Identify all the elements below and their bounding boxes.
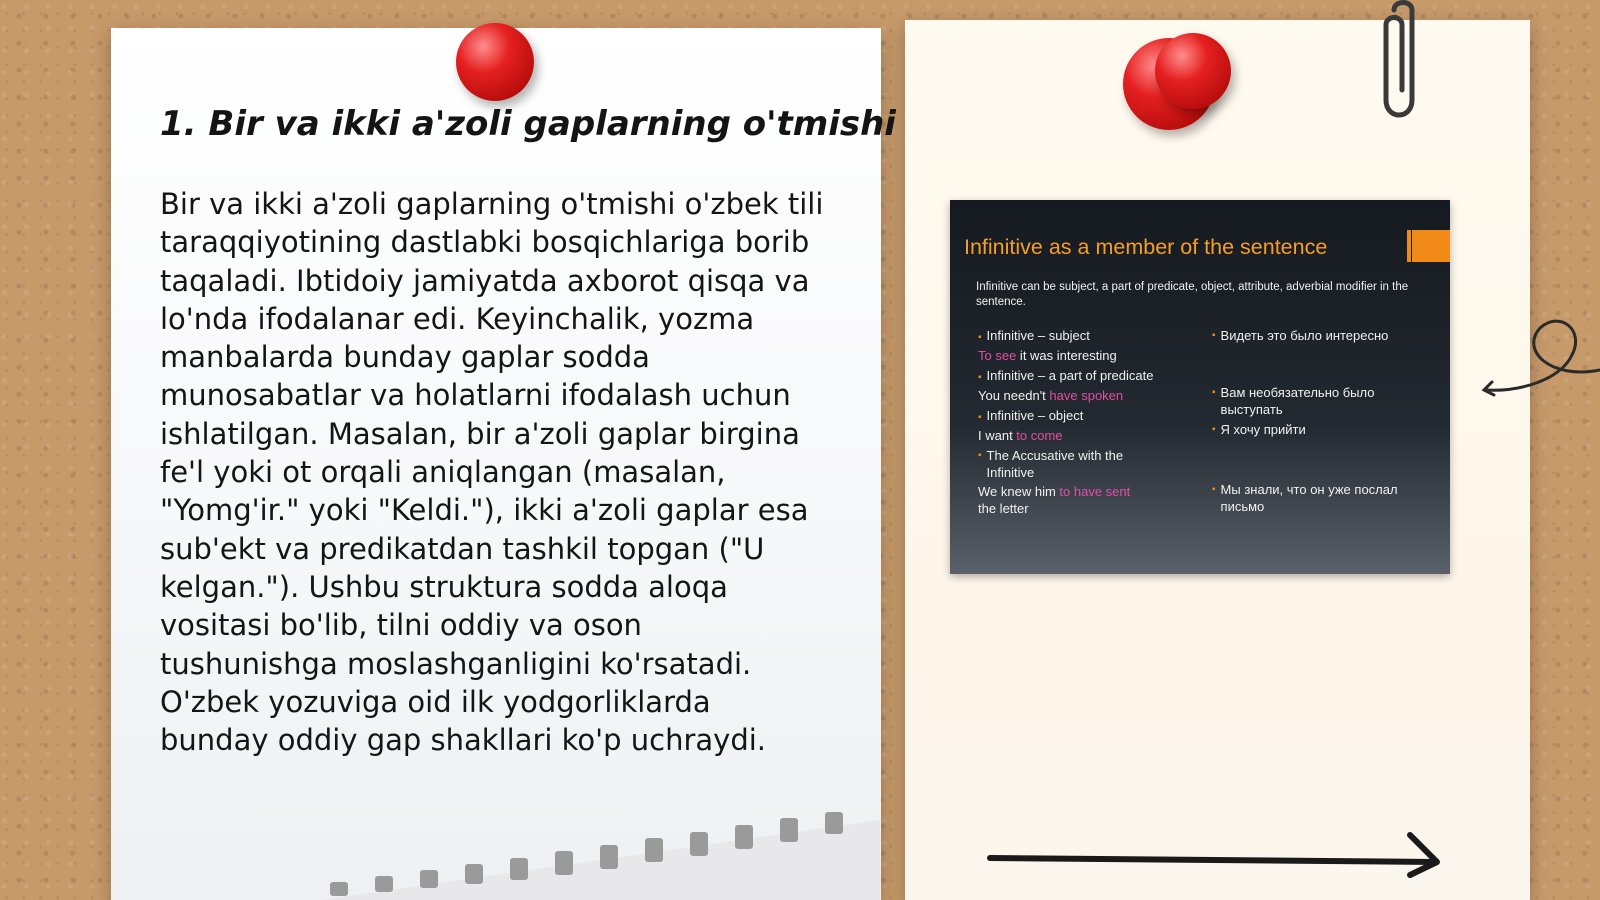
bullet-icon: ▪: [1212, 424, 1216, 435]
body-line: O'zbek yozuviga oid ilk yodgorliklarda: [160, 684, 711, 719]
slide-title: Infinitive as a member of the sentence: [964, 235, 1328, 259]
body-line: sub'ekt va predikatdan tashkil topgan ("U: [160, 531, 765, 566]
bullet-icon: ▪: [1212, 387, 1216, 398]
bullet-icon: ▪: [1212, 484, 1216, 495]
torn-edge-decoration: [320, 800, 880, 900]
body-line: munosabatlar va holatlarni ifodalash uchun: [160, 378, 791, 413]
body-line: bunday oddiy gap shakllari ko'p uchraydi.: [160, 723, 767, 758]
body-line: "Yomg'ir." yoki "Keldi."), ikki a'zoli gaplar esa: [160, 493, 809, 528]
paper-clip-icon: [1372, 0, 1432, 130]
slide-example-cont: the letter: [978, 501, 1029, 516]
body-line: lo'nda ifodalanar edi. Keyinchalik, yozma: [160, 301, 755, 336]
slide-accent-line: [1407, 230, 1411, 262]
slide-translation: ▪ Я хочу прийти: [1212, 422, 1306, 437]
slide-bullet: ▪ Infinitive – a part of predicate: [978, 368, 1154, 383]
body-line: Bir va ikki a'zoli gaplarning o'tmishi o'zbek tili: [160, 187, 824, 221]
body-line: vositasi bo'lib, tilni oddiy va oson: [160, 608, 642, 643]
slide-example: We knew him to have sent: [978, 484, 1131, 499]
slide-bullet: ▪ The Accusative with the Infinitive: [978, 448, 1124, 480]
slide-intro: Infinitive can be subject, a part of predicate, object, attribute, adverbial modifier in the sentence.: [976, 281, 1409, 308]
slide-translation: ▪ Видеть это было интересно: [1212, 328, 1389, 343]
bullet-icon: ▪: [978, 450, 982, 461]
slide-translation: ▪ Мы знали, что он уже послал письмо: [1212, 482, 1398, 514]
page-title: 1. Bir va ikki a'zoli gaplarning o'tmishi: [160, 104, 896, 144]
body-line: taqaladi. Ibtidoiy jamiyatda axborot qisqa va: [160, 263, 810, 298]
slide-accent-block: [1412, 230, 1450, 262]
body-line: ishlatilgan. Masalan, bir a'zoli gaplar birgina: [160, 416, 800, 451]
bullet-icon: ▪: [978, 372, 982, 383]
body-line: tushunishga moslashganligini ko'rsatadi.: [160, 646, 752, 681]
swirl-arrow-icon: [1480, 310, 1600, 410]
body-line: fe'l yoki ot orqali aniqlangan (masalan,: [160, 455, 726, 490]
bullet-icon: ▪: [978, 412, 982, 423]
body-line: manbalarda bunday gaplar sodda: [160, 340, 650, 375]
bullet-icon: ▪: [1212, 330, 1216, 341]
push-pin-icon: [456, 23, 534, 101]
body-line: kelgan."). Ushbu struktura sodda aloqa: [160, 569, 728, 604]
slide-example: You needn't have spoken: [978, 388, 1124, 403]
slide-translation: ▪ Вам необязательно было выступать: [1212, 385, 1375, 417]
arrow-right-icon: [985, 830, 1445, 880]
bullet-icon: ▪: [978, 332, 982, 343]
slide-example: To see it was interesting: [978, 348, 1117, 363]
body-paragraph: [160, 185, 850, 759]
slide-example: I want to come: [978, 428, 1063, 443]
slide-bullet: ▪ Infinitive – object: [978, 408, 1084, 423]
slide-image: [950, 200, 1450, 574]
push-pin-icon: [1155, 33, 1231, 109]
body-line: taraqqiyotining dastlabki bosqichlariga borib: [160, 225, 810, 260]
slide-bullet: ▪ Infinitive – subject: [978, 328, 1090, 343]
